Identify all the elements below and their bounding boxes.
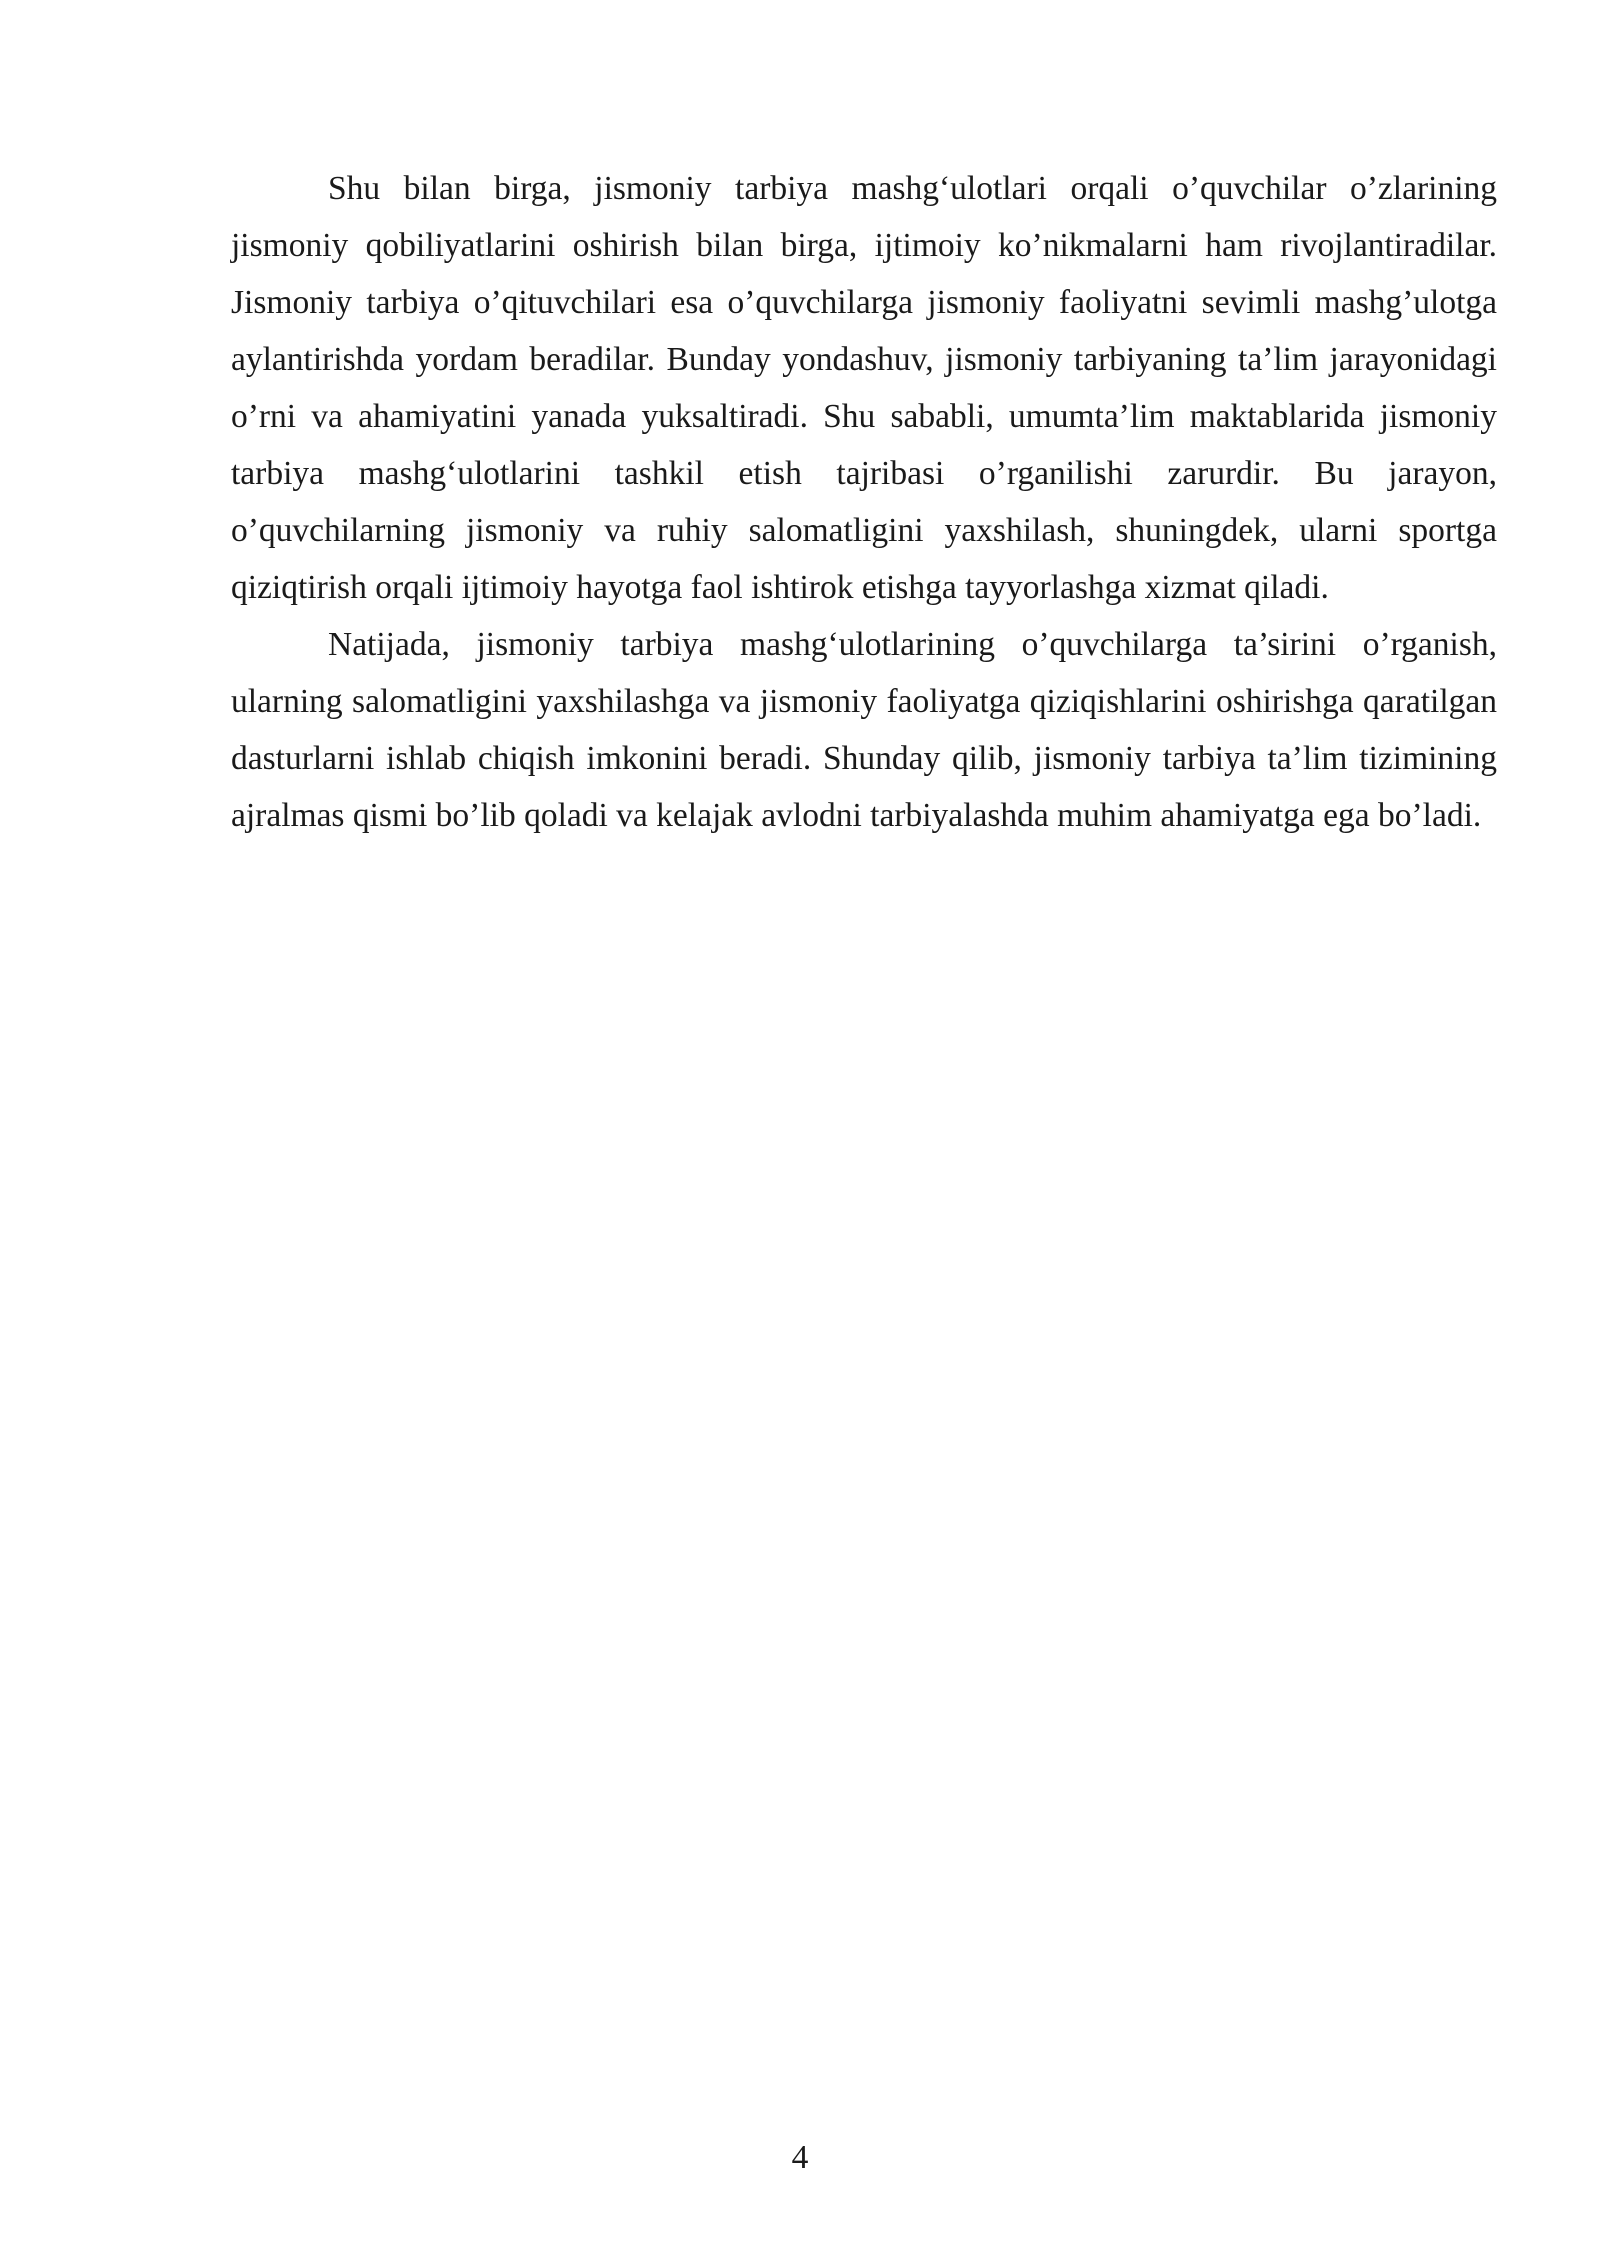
paragraph-1: Shu bilan birga, jismoniy tarbiya mashg‘ulotlari orqali o’quvchilar o’zlarining jismoniy qobiliyatlarini oshirish bilan birga, ijtimoiy ko’nikmalarni ham rivojlantiradilar. Jismoniy tarbiya o’qituvchilari esa o’quvchilarga jismoniy faoliyatni sevimli mashg’ulotga aylantirishda yordam beradilar. Bunday yondashuv, jismoniy tarbiyaning ta’lim jarayonidagi o’rni va ahamiyatini yanada yuksaltiradi. Shu sababli, umumta’lim maktablarida jismoniy tarbiya mashg‘ulotlarini tashkil etish tajribasi o’rganilishi zarurdir. Bu jarayon, o’quvchilarning jismoniy va ruhiy salomatligini yaxshilash, shuningdek, ularni sportga qiziqtirish orqali ijtimoiy hayotga faol ishtirok etishga tayyorlashga xizmat qiladi.	[231, 170, 1497, 606]
paragraph-2: Natijada, jismoniy tarbiya mashg‘ulotlarining o’quvchilarga ta’sirini o’rganish, ularning salomatligini yaxshilashga va jismoniy faoliyatga qiziqishlarini oshirishga qaratilgan dasturlarni ishlab chiqish imkonini beradi. Shunday qilib, jismoniy tarbiya ta’lim tizimining ajralmas qismi bo’lib qoladi va kelajak avlodni tarbiyalashda muhim ahamiyatga ega bo’ladi.	[231, 626, 1497, 834]
page-number: 4	[791, 2139, 809, 2176]
body-text	[231, 160, 1497, 844]
